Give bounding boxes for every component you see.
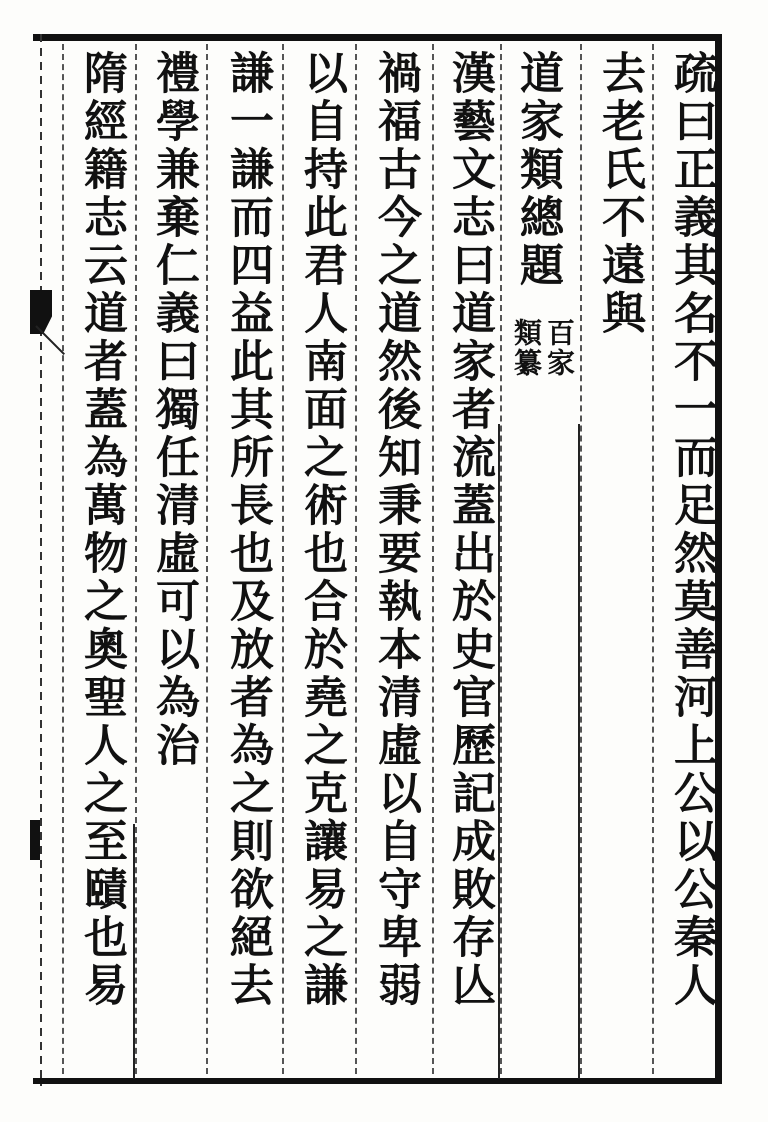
text-column-4: 漢藝文志曰道家者流蓋出於史官歷記成敗存亾 [444, 50, 495, 1010]
text-column-5: 禍福古今之道然後知秉要執本清虛以自守卑弱 [370, 50, 421, 1010]
entry-rule [498, 424, 500, 1079]
text-column-9: 隋經籍志云道者蓋為萬物之奧聖人之至賾也易 [76, 50, 127, 1010]
frame-left-edge [40, 34, 42, 1086]
margin-mark [30, 820, 40, 860]
column-separator [282, 44, 284, 1074]
text-column-7: 謙一謙而四益此其所長也及放者為之則欲絕去 [222, 50, 273, 1010]
text-column-8: 禮學兼棄仁義曰獨任清虛可以為治 [148, 50, 199, 770]
annotation-right: 百家 [543, 318, 576, 378]
column-separator [355, 44, 357, 1074]
entry-rule [578, 424, 580, 1079]
column-separator [432, 44, 434, 1074]
column-separator [652, 44, 654, 1074]
column-separator [580, 44, 582, 1074]
category-heading: 道家類總題 [512, 50, 563, 290]
text-column-6: 以自持此君人南面之術也合於堯之克讓易之謙 [296, 50, 347, 1010]
column-separator [62, 44, 64, 1074]
column-separator [500, 44, 502, 1074]
text-column-2: 去老氏不遠與 [594, 50, 645, 338]
text-column-1: 疏曰正義其名不一而足然莫善河上公以公秦人 [666, 50, 717, 1010]
annotation-left: 類纂 [510, 318, 543, 378]
column-separator [135, 44, 137, 1074]
entry-rule [133, 824, 135, 1079]
column-separator [206, 44, 208, 1074]
